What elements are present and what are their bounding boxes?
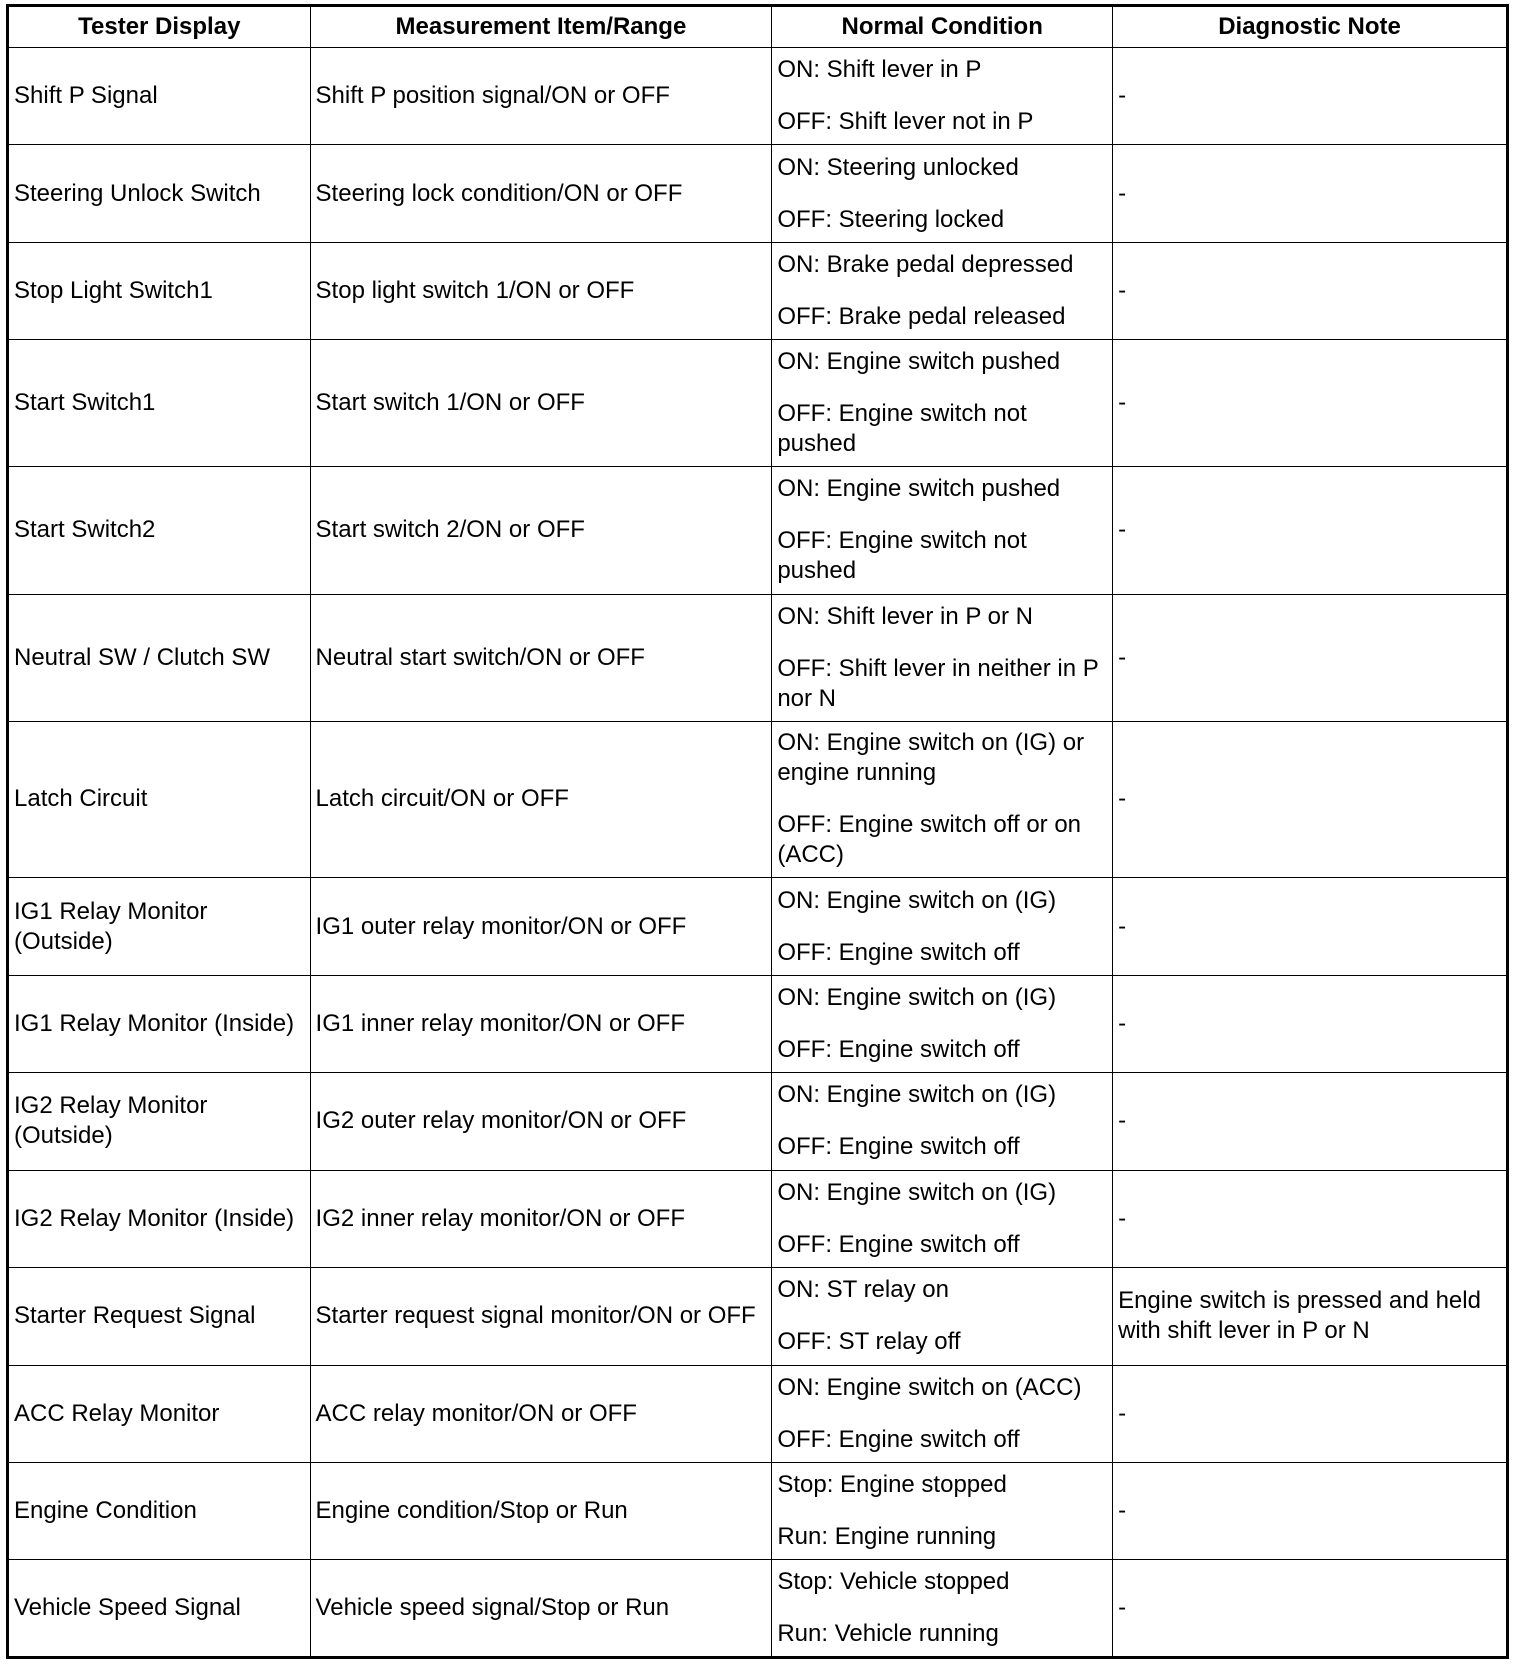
diagnostic-note-cell: - — [1113, 975, 1508, 1072]
condition-on: ON: Brake pedal depressed — [777, 251, 1074, 279]
condition-off: OFF: Engine switch off — [777, 1425, 1020, 1453]
header-normal-condition: Normal Condition — [772, 6, 1113, 48]
tester-display-cell: Vehicle Speed Signal — [8, 1560, 311, 1658]
normal-condition-cell — [772, 1073, 1113, 1170]
table-row — [8, 340, 1508, 467]
condition-off: OFF: Shift lever in neither in P nor N — [777, 654, 1099, 712]
normal-condition-cell — [772, 594, 1113, 721]
tester-display-cell: Stop Light Switch1 — [8, 242, 311, 339]
normal-condition-cell — [772, 1462, 1113, 1559]
condition-on: ON: Steering unlocked — [777, 153, 1019, 181]
measurement-item-cell: Engine condition/Stop or Run — [310, 1462, 772, 1559]
condition-off: OFF: Engine switch off or on (ACC) — [777, 811, 1082, 869]
tester-display-cell: IG2 Relay Monitor (Outside) — [8, 1073, 311, 1170]
table-row — [8, 594, 1508, 721]
normal-condition-cell — [772, 1170, 1113, 1267]
condition-off: Run: Vehicle running — [777, 1620, 999, 1648]
condition-off: OFF: Engine switch off — [777, 1230, 1020, 1258]
diagnostic-note-cell: - — [1113, 145, 1508, 242]
diagnostic-note-cell: - — [1113, 1365, 1508, 1462]
tester-display-cell: Engine Condition — [8, 1462, 311, 1559]
tester-display-cell: IG1 Relay Monitor (Outside) — [8, 878, 311, 975]
table-row — [8, 1560, 1508, 1658]
tester-display-cell: IG2 Relay Monitor (Inside) — [8, 1170, 311, 1267]
measurement-item-cell: IG1 outer relay monitor/ON or OFF — [310, 878, 772, 975]
diagnostic-note-cell: - — [1113, 1560, 1508, 1658]
normal-condition-cell — [772, 145, 1113, 242]
normal-condition-cell — [772, 1560, 1113, 1658]
table-row — [8, 878, 1508, 975]
condition-on: ON: Engine switch on (ACC) — [777, 1373, 1082, 1401]
condition-off: Run: Engine running — [777, 1523, 997, 1551]
condition-on: ON: Shift lever in P — [777, 56, 982, 84]
normal-condition-cell — [772, 48, 1113, 145]
diagnostic-note-cell: - — [1113, 48, 1508, 145]
tester-display-cell: Start Switch1 — [8, 340, 311, 467]
condition-on: ON: Engine switch pushed — [777, 348, 1061, 376]
table-row — [8, 48, 1508, 145]
measurement-item-cell: Shift P position signal/ON or OFF — [310, 48, 772, 145]
normal-condition-cell — [772, 1365, 1113, 1462]
tester-display-cell: Steering Unlock Switch — [8, 145, 311, 242]
measurement-item-cell: Neutral start switch/ON or OFF — [310, 594, 772, 721]
measurement-item-cell: Start switch 2/ON or OFF — [310, 467, 772, 594]
diagnostic-note-cell: - — [1113, 1462, 1508, 1559]
header-row — [8, 6, 1508, 48]
table-row — [8, 1462, 1508, 1559]
normal-condition-cell — [772, 878, 1113, 975]
condition-off: OFF: Engine switch off — [777, 1036, 1020, 1063]
diagnostic-note-cell: Engine switch is pressed and held with shift lever in P or N — [1113, 1268, 1508, 1365]
tester-display-cell: Starter Request Signal — [8, 1268, 311, 1365]
condition-off: OFF: Engine switch not pushed — [777, 400, 1027, 458]
condition-on: ON: Engine switch on (IG) — [777, 886, 1057, 914]
condition-off: OFF: Engine switch off — [777, 938, 1020, 966]
diagnostic-note-cell: - — [1113, 721, 1508, 878]
header-measurement-item: Measurement Item/Range — [310, 6, 772, 48]
normal-condition-cell — [772, 242, 1113, 339]
tester-display-cell: Start Switch2 — [8, 467, 311, 594]
measurement-item-cell: IG2 outer relay monitor/ON or OFF — [310, 1073, 772, 1170]
header-tester-display: Tester Display — [8, 6, 311, 48]
tester-display-cell: Latch Circuit — [8, 721, 311, 878]
data-list-table — [6, 4, 1509, 1659]
normal-condition-cell — [772, 975, 1113, 1072]
condition-on: ON: Engine switch on (IG) or engine running — [777, 729, 1085, 787]
measurement-item-cell: IG2 inner relay monitor/ON or OFF — [310, 1170, 772, 1267]
measurement-item-cell: Steering lock condition/ON or OFF — [310, 145, 772, 242]
condition-on: ON: Shift lever in P or N — [777, 602, 1033, 630]
condition-on: ON: Engine switch on (IG) — [777, 1178, 1057, 1206]
tester-display-cell: Neutral SW / Clutch SW — [8, 594, 311, 721]
condition-on: ON: Engine switch pushed — [777, 475, 1061, 503]
normal-condition-cell — [772, 1268, 1113, 1365]
condition-on: Stop: Engine stopped — [777, 1471, 1007, 1499]
table-row — [8, 467, 1508, 594]
table-row — [8, 1268, 1508, 1365]
table-row — [8, 721, 1508, 878]
diagnostic-note-cell: - — [1113, 878, 1508, 975]
normal-condition-cell — [772, 340, 1113, 467]
condition-off: OFF: Shift lever not in P — [777, 108, 1034, 136]
measurement-item-cell: Starter request signal monitor/ON or OFF — [310, 1268, 772, 1365]
condition-on: ON: Engine switch on (IG) — [777, 1081, 1057, 1109]
table-row — [8, 1365, 1508, 1462]
measurement-item-cell: IG1 inner relay monitor/ON or OFF — [310, 975, 772, 1072]
measurement-item-cell: Vehicle speed signal/Stop or Run — [310, 1560, 772, 1658]
tester-display-cell: Shift P Signal — [8, 48, 311, 145]
condition-on: Stop: Vehicle stopped — [777, 1568, 1010, 1596]
table-row — [8, 1073, 1508, 1170]
table-row — [8, 242, 1508, 339]
diagnostic-note-cell: - — [1113, 467, 1508, 594]
condition-off: OFF: Engine switch off — [777, 1133, 1020, 1161]
measurement-item-cell: Stop light switch 1/ON or OFF — [310, 242, 772, 339]
condition-off: OFF: ST relay off — [777, 1328, 961, 1356]
measurement-item-cell: Latch circuit/ON or OFF — [310, 721, 772, 878]
condition-off: OFF: Steering locked — [777, 205, 1005, 233]
diagnostic-note-cell: - — [1113, 1170, 1508, 1267]
tester-display-cell: ACC Relay Monitor — [8, 1365, 311, 1462]
diagnostic-note-cell: - — [1113, 242, 1508, 339]
diagnostic-note-cell: - — [1113, 1073, 1508, 1170]
condition-off: OFF: Engine switch not pushed — [777, 527, 1027, 585]
diagnostic-note-cell: - — [1113, 594, 1508, 721]
table-row — [8, 1170, 1508, 1267]
normal-condition-cell — [772, 467, 1113, 594]
tester-display-cell: IG1 Relay Monitor (Inside) — [8, 975, 311, 1072]
header-diagnostic-note: Diagnostic Note — [1113, 6, 1508, 48]
table-row — [8, 975, 1508, 1072]
normal-condition-cell — [772, 721, 1113, 878]
condition-on: ON: ST relay on — [777, 1276, 949, 1304]
condition-off: OFF: Brake pedal released — [777, 303, 1066, 331]
measurement-item-cell: Start switch 1/ON or OFF — [310, 340, 772, 467]
diagnostic-note-cell: - — [1113, 340, 1508, 467]
measurement-item-cell: ACC relay monitor/ON or OFF — [310, 1365, 772, 1462]
table-row — [8, 145, 1508, 242]
condition-on: ON: Engine switch on (IG) — [777, 984, 1057, 1011]
